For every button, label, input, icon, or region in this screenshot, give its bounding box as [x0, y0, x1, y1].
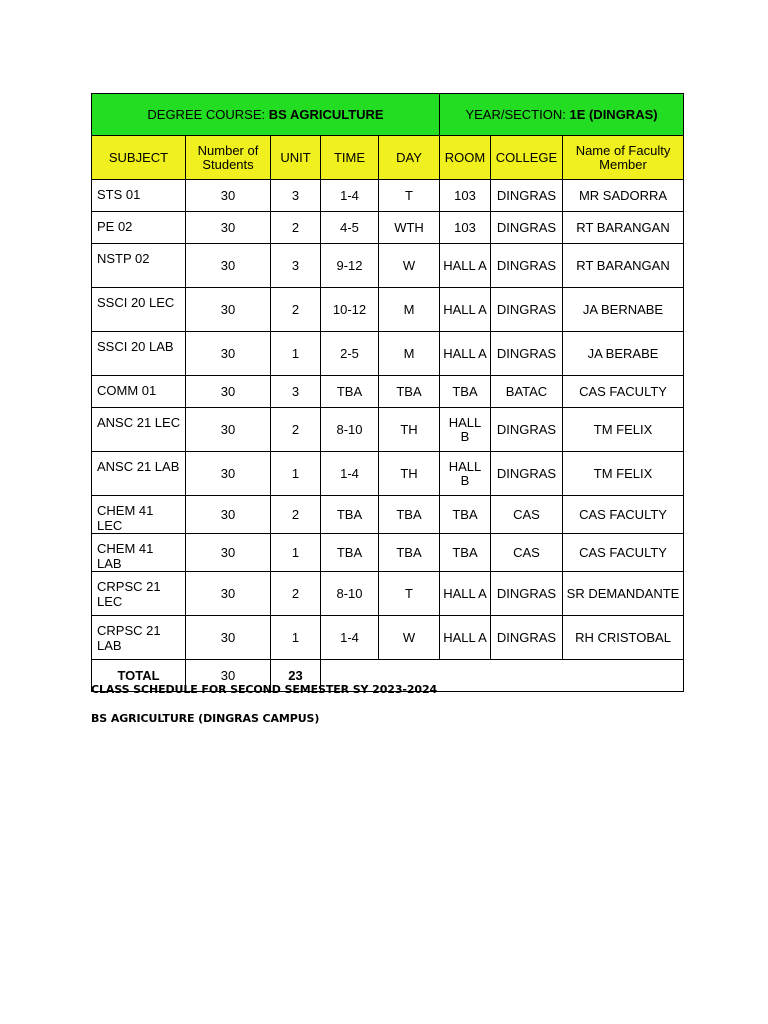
cell-college: DINGRAS [491, 452, 563, 496]
table-row [92, 496, 684, 534]
cell-room: HALL A [440, 616, 491, 660]
cell-subject: PE 02 [92, 212, 186, 244]
cell-time: 8-10 [321, 408, 379, 452]
cell-room: 103 [440, 212, 491, 244]
table-row [92, 180, 684, 212]
column-header-row [92, 136, 684, 180]
col-header-room: ROOM [440, 136, 491, 180]
cell-faculty: TM FELIX [563, 452, 684, 496]
cell-subject: SSCI 20 LAB [92, 332, 186, 376]
cell-unit: 2 [271, 212, 321, 244]
cell-students: 30 [186, 408, 271, 452]
cell-faculty: SR DEMANDANTE [563, 572, 684, 616]
cell-unit: 1 [271, 616, 321, 660]
col-header-unit: UNIT [271, 136, 321, 180]
cell-unit: 3 [271, 244, 321, 288]
total-label: TOTAL [92, 660, 186, 692]
cell-faculty: TM FELIX [563, 408, 684, 452]
cell-unit: 2 [271, 572, 321, 616]
cell-room: HALL A [440, 572, 491, 616]
cell-day: T [379, 572, 440, 616]
cell-students: 30 [186, 572, 271, 616]
cell-college: DINGRAS [491, 616, 563, 660]
degree-row [92, 94, 684, 136]
cell-students: 30 [186, 332, 271, 376]
cell-faculty: RT BARANGAN [563, 244, 684, 288]
cell-day: TH [379, 452, 440, 496]
col-header-students: Number of Students [186, 136, 271, 180]
cell-faculty: JA BERNABE [563, 288, 684, 332]
cell-subject: STS 01 [92, 180, 186, 212]
cell-unit: 3 [271, 180, 321, 212]
cell-college: DINGRAS [491, 288, 563, 332]
cell-college: DINGRAS [491, 244, 563, 288]
table-row [92, 376, 684, 408]
cell-time: 9-12 [321, 244, 379, 288]
cell-college: DINGRAS [491, 332, 563, 376]
cell-students: 30 [186, 496, 271, 534]
cell-room: 103 [440, 180, 491, 212]
cell-room: TBA [440, 534, 491, 572]
caption-campus: BS AGRICULTURE (DINGRAS CAMPUS) [91, 712, 320, 725]
cell-students: 30 [186, 376, 271, 408]
schedule-table [91, 93, 684, 692]
cell-faculty: CAS FACULTY [563, 534, 684, 572]
cell-day: W [379, 616, 440, 660]
cell-time: TBA [321, 496, 379, 534]
table-row [92, 616, 684, 660]
cell-subject: ANSC 21 LEC [92, 408, 186, 452]
cell-time: 1-4 [321, 452, 379, 496]
cell-time: 10-12 [321, 288, 379, 332]
degree-course-cell [92, 94, 440, 136]
cell-students: 30 [186, 288, 271, 332]
cell-faculty: CAS FACULTY [563, 496, 684, 534]
cell-day: M [379, 288, 440, 332]
cell-unit: 2 [271, 408, 321, 452]
section-label: YEAR/SECTION: [465, 107, 570, 122]
cell-time: TBA [321, 534, 379, 572]
degree-value: BS AGRICULTURE [268, 107, 384, 122]
cell-students: 30 [186, 616, 271, 660]
cell-students: 30 [186, 212, 271, 244]
cell-unit: 2 [271, 288, 321, 332]
degree-label: DEGREE COURSE: [147, 107, 269, 122]
col-header-faculty: Name of Faculty Member [563, 136, 684, 180]
table-row [92, 408, 684, 452]
cell-students: 30 [186, 244, 271, 288]
cell-subject: NSTP 02 [92, 244, 186, 288]
table-row [92, 244, 684, 288]
cell-unit: 1 [271, 534, 321, 572]
cell-day: TBA [379, 376, 440, 408]
table-row [92, 288, 684, 332]
cell-subject: SSCI 20 LEC [92, 288, 186, 332]
cell-faculty: MR SADORRA [563, 180, 684, 212]
cell-time: 2-5 [321, 332, 379, 376]
table-row [92, 212, 684, 244]
cell-time: TBA [321, 376, 379, 408]
cell-room: HALL A [440, 288, 491, 332]
total-units: 23 [271, 660, 321, 692]
col-header-time: TIME [321, 136, 379, 180]
cell-room: TBA [440, 376, 491, 408]
cell-students: 30 [186, 180, 271, 212]
cell-college: DINGRAS [491, 408, 563, 452]
cell-faculty: CAS FACULTY [563, 376, 684, 408]
cell-day: T [379, 180, 440, 212]
cell-faculty: RT BARANGAN [563, 212, 684, 244]
caption-semester: CLASS SCHEDULE FOR SECOND SEMESTER SY 2023-2024 [91, 683, 438, 696]
cell-time: 4-5 [321, 212, 379, 244]
cell-time: 1-4 [321, 616, 379, 660]
cell-college: CAS [491, 496, 563, 534]
cell-college: DINGRAS [491, 212, 563, 244]
table-row [92, 452, 684, 496]
cell-students: 30 [186, 452, 271, 496]
cell-room: HALL A [440, 244, 491, 288]
cell-day: TBA [379, 534, 440, 572]
cell-day: M [379, 332, 440, 376]
cell-room: HALL B [440, 408, 491, 452]
cell-unit: 1 [271, 452, 321, 496]
cell-time: 8-10 [321, 572, 379, 616]
cell-subject: CHEM 41 LEC [92, 496, 186, 534]
cell-room: HALL A [440, 332, 491, 376]
cell-unit: 3 [271, 376, 321, 408]
cell-room: HALL B [440, 452, 491, 496]
cell-subject: CHEM 41 LAB [92, 534, 186, 572]
cell-time: 1-4 [321, 180, 379, 212]
col-header-day: DAY [379, 136, 440, 180]
cell-college: DINGRAS [491, 180, 563, 212]
table-row [92, 332, 684, 376]
cell-students: 30 [186, 534, 271, 572]
cell-college: BATAC [491, 376, 563, 408]
cell-subject: COMM 01 [92, 376, 186, 408]
col-header-subject: SUBJECT [92, 136, 186, 180]
cell-college: CAS [491, 534, 563, 572]
cell-faculty: JA BERABE [563, 332, 684, 376]
cell-unit: 1 [271, 332, 321, 376]
year-section-cell [440, 94, 684, 136]
cell-day: W [379, 244, 440, 288]
cell-subject: ANSC 21 LAB [92, 452, 186, 496]
cell-unit: 2 [271, 496, 321, 534]
total-students: 30 [186, 660, 271, 692]
cell-room: TBA [440, 496, 491, 534]
cell-day: TH [379, 408, 440, 452]
cell-college: DINGRAS [491, 572, 563, 616]
col-header-college: COLLEGE [491, 136, 563, 180]
cell-faculty: RH CRISTOBAL [563, 616, 684, 660]
table-row [92, 534, 684, 572]
section-value: 1E (DINGRAS) [569, 107, 658, 122]
table-row [92, 572, 684, 616]
cell-day: WTH [379, 212, 440, 244]
cell-subject: CRPSC 21 LEC [92, 572, 186, 616]
cell-day: TBA [379, 496, 440, 534]
cell-subject: CRPSC 21 LAB [92, 616, 186, 660]
